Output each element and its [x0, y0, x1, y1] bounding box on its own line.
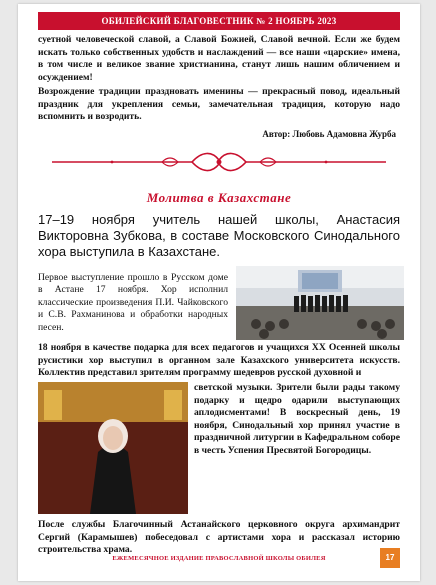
- ornament-divider-icon: [52, 149, 386, 175]
- article1-paragraph-2: Возрождение традиции праздновать именины — прекрасный повод, идеальный праздник для укрепления семьи, замечательная традиция, которую надо вспомнить и возродить.: [38, 86, 400, 123]
- page: [18, 4, 420, 581]
- choir-concert-photo: [236, 266, 404, 340]
- article2-paragraph-organ-hall: 18 ноября в качестве подарка для всех педагогов и учащихся XX Осенней школы русистики хор выступил в органном зале Казахского университета искусств. Коллектив представил зрителям программу шедевров русской духовной и: [38, 342, 400, 379]
- article2-lead: 17–19 ноября учитель нашей школы, Анастасия Викторовна Зубкова, в составе Московского Синодального хора выступила в Казахстане.: [38, 212, 400, 259]
- newsletter-header: ОБИЛЕЙСКИЙ БЛАГОВЕСТНИК № 2 НОЯБРЬ 2023: [38, 12, 400, 30]
- article2-column-paragraph: Первое выступление прошло в Русском доме в Астане 17 ноября. Хор исполнил классические произведения П.И. Чайковского и С.В. Рахманинова и обработки народных песен.: [38, 272, 228, 333]
- article2-column-text: [38, 272, 228, 334]
- article1-paragraph-1: суетной человеческой славой, а Славой Божией, Славой вечной. Если же будем искать только собственных удобств и наслаждений — все наши «царские» имена, в том числе и великое звание христианина, станут лишь нашим обличением и осуждением!: [38, 34, 400, 83]
- article2-title: Молитва в Казахстане: [146, 190, 292, 205]
- article2-closing-paragraph: После службы Благочинный Астанайского церковного округа архимандрит Сергий (Карамышев) побеседовал с артистами хора и рассказал историю строительства храма.: [38, 519, 400, 556]
- teacher-portrait-photo: [38, 382, 188, 514]
- footer-text: ЕЖЕМЕСЯЧНОЕ ИЗДАНИЕ ПРАВОСЛАВНОЙ ШКОЛЫ ОБИЛЕЯ: [112, 555, 326, 562]
- page-number: 17: [380, 548, 400, 568]
- article2-right-paragraph: светской музыки. Зрители были рады такому подарку и щедро одарили выступающих аплодисментами! В воскресный день, 19 ноября, Синодальный хор принял участие в праздничной литургии в Кафедральном соборе в честь Успения Пресвятой Богородицы.: [194, 382, 400, 456]
- article1-author: Автор: Любовь Адамовна Журба: [262, 129, 396, 139]
